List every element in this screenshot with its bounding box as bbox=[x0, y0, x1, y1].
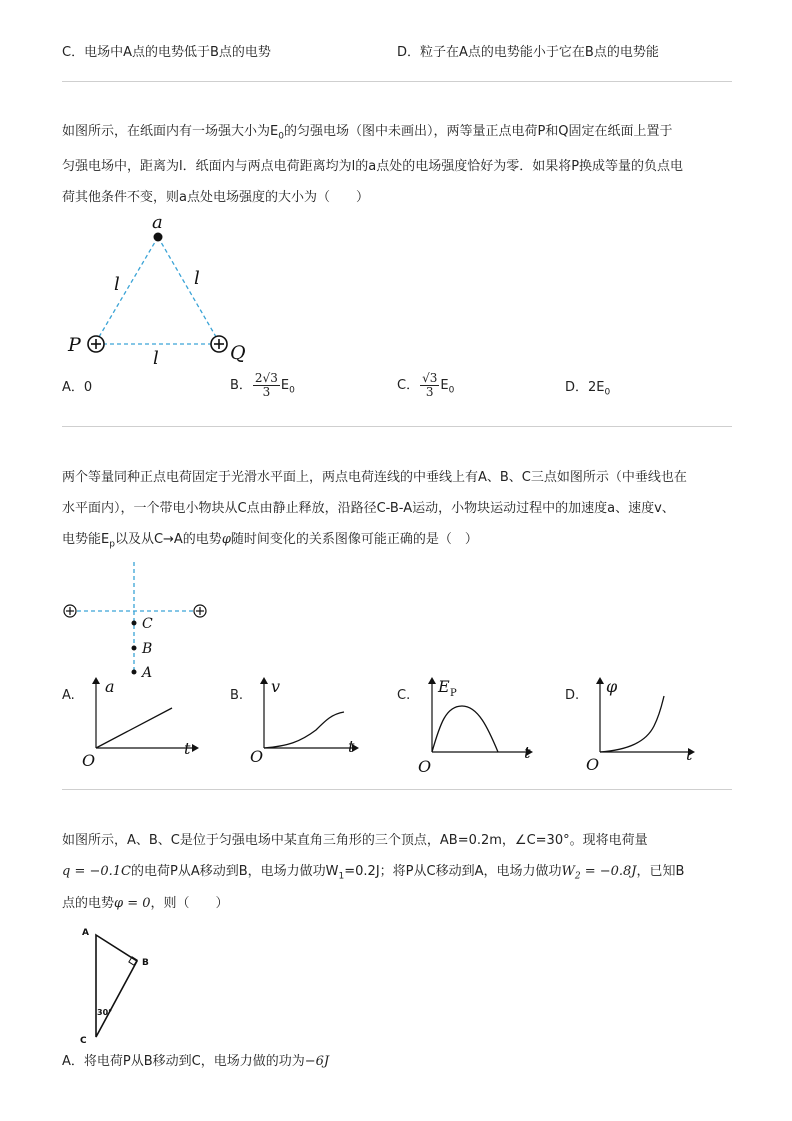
label-angle: 30° bbox=[97, 1008, 113, 1017]
point-b bbox=[132, 646, 137, 651]
q3-line3: 点的电势φ = 0，则（ ） bbox=[62, 896, 229, 911]
point-c bbox=[132, 621, 137, 626]
label-a: a bbox=[152, 212, 163, 233]
curve-exponential bbox=[600, 696, 664, 752]
q2-graph-d-label: D. bbox=[565, 688, 580, 703]
q2-graph-c bbox=[416, 676, 546, 774]
point-a bbox=[132, 670, 137, 675]
q2-line2: 水平面内），一个带电小物块从C点由静止释放，沿路径C-B-A运动，小物块运动过程中的加速度a、速度v、 bbox=[62, 501, 675, 516]
q1-option-a: A．0 bbox=[62, 380, 93, 395]
q3-line1: 如图所示，A、B、C是位于匀强电场中某直角三角形的三个顶点，AB=0.2m，∠C=30°。现将电荷量 bbox=[62, 833, 648, 848]
label-b: B bbox=[142, 958, 149, 968]
q3-line2: q = −0.1C的电荷P从A移动到B，电场力做功$W_1=0.2J$；将P从C移动到A，电场力做功$W_2 = -0.8J$，已知B bbox=[62, 864, 685, 882]
q3-triangle-figure bbox=[72, 925, 162, 1047]
svg-text:P: P bbox=[450, 688, 457, 699]
svg-text:t: t bbox=[348, 737, 355, 756]
label-c: C bbox=[142, 616, 153, 632]
svg-text:O: O bbox=[586, 755, 600, 774]
point-a bbox=[154, 233, 163, 242]
option-c-top: C．电场中A点的电势低于B点的电势 bbox=[62, 45, 271, 60]
svg-text:a: a bbox=[105, 677, 115, 696]
q1-option-b: B． $\frac{2√3}{3}$ $E_0$ bbox=[230, 371, 295, 399]
option-d-top: D．粒子在A点的电势能小于它在B点的电势能 bbox=[397, 45, 659, 60]
label-a: A bbox=[142, 665, 153, 681]
q1-option-d: D．$2E_0$ bbox=[565, 380, 611, 398]
label-q: Q bbox=[230, 342, 246, 364]
q2-graph-d bbox=[584, 676, 704, 772]
q2-graph-b bbox=[248, 676, 368, 768]
divider bbox=[62, 81, 732, 82]
label-a: A bbox=[82, 928, 89, 938]
label-b: B bbox=[142, 641, 153, 657]
label-l-bottom: l bbox=[153, 348, 159, 369]
q2-graph-b-label: B. bbox=[230, 688, 244, 703]
svg-text:O: O bbox=[82, 751, 96, 770]
q2-line1: 两个等量同种正点电荷固定于光滑水平面上，两点电荷连线的中垂线上有A、B、C三点如图所示（中垂线也在 bbox=[62, 470, 687, 485]
divider bbox=[62, 426, 732, 427]
q2-graph-a bbox=[80, 676, 200, 768]
q3-option-a: A．将电荷P从B移动到C，电场力做的功为−6J bbox=[62, 1054, 330, 1069]
label-p: P bbox=[68, 334, 81, 356]
q2-graph-a-label: A. bbox=[62, 688, 75, 703]
divider bbox=[62, 789, 732, 790]
curve-s bbox=[264, 712, 344, 748]
q1-line1: 如图所示，在纸面内有一场强大小为$E_0$的匀强电场（图中未画出），两等量正点电荷P和Q固定在纸面上置于 bbox=[62, 124, 673, 142]
q2-line3: 电势能$E_p$以及从C→A的电势φ随时间变化的关系图像可能正确的是（ ） bbox=[62, 532, 478, 550]
svg-text:O: O bbox=[250, 747, 264, 766]
q1-option-c: C． $\frac{√3}{3}$ $E_0$ bbox=[397, 371, 455, 399]
label-l-left: l bbox=[114, 274, 120, 295]
svg-text:φ: φ bbox=[606, 677, 618, 696]
label-c: C bbox=[80, 1036, 87, 1046]
q1-line3: 荷其他条件不变，则a点处电场强度的大小为（ ） bbox=[62, 190, 369, 205]
svg-text:O: O bbox=[418, 757, 432, 776]
svg-text:t: t bbox=[184, 739, 191, 758]
curve-hump bbox=[432, 706, 498, 752]
svg-text:E: E bbox=[438, 677, 450, 696]
svg-text:v: v bbox=[271, 677, 281, 696]
curve-linear bbox=[96, 708, 172, 748]
q2-charges-figure bbox=[62, 560, 222, 685]
q2-graph-c-label: C. bbox=[397, 688, 411, 703]
q1-line2: 匀强电场中，距离为l．纸面内与两点电荷距离均为l的a点处的电场强度恰好为零．如果将P换成等量的负点电 bbox=[62, 159, 684, 174]
svg-text:t: t bbox=[524, 743, 531, 762]
label-l-right: l bbox=[194, 268, 200, 289]
svg-text:t: t bbox=[686, 745, 693, 764]
q1-triangle-figure bbox=[62, 212, 262, 369]
